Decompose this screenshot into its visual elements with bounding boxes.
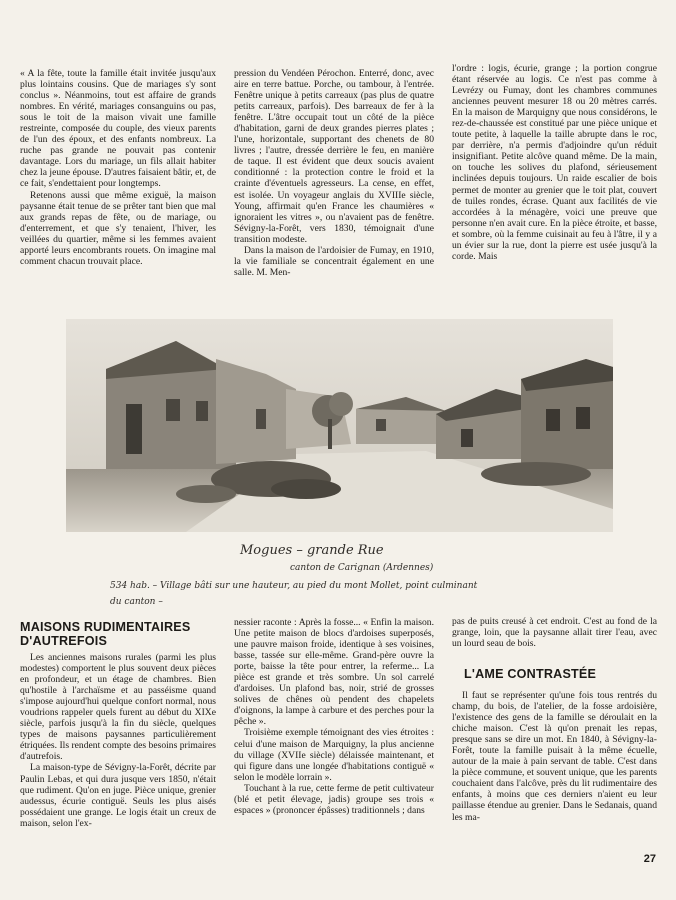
paragraph: l'ordre : logis, écurie, grange ; la portion congrue étant réservée au logis. Ce n'est pas comme à Levrézy ou Fumay, dont les chambres communes anciennes peuvent mesurer 18 ou 20 mètres carrés. En la maison de Marquigny que nous considérons, le rez-de-chaussée est constitué par une pièce unique et toute petite, à laquelle la taille abrupte dans le roc, par derrière, n'a permis d'adjoindre qu'un réduit insignifiant. Petite alcôve quand même. De la main, on touche les solives du plafond, sérieusement inclinées depuis toujours. Un raide escalier de bois permet de monter au grenier que le toit plat, couvert de tuiles rondes, écrase. Quant aux facilités de vie accordées à la ménagère, voici une preuve que personne n'en avait cure. En la pièce étroite, et basse, et sombre, où la femme cuisinait au feu à l'âtre, il y a un évier sur la rue, dont la pierre est usée jusqu'à la corde. Mais [452, 63, 657, 262]
paragraph: Il faut se représenter qu'une fois tous rentrés du champ, du bois, de l'atelier, de la fosse ardoisière, l'existence des gens de la famille se déroulait en la chiche maison. C'est là qu'on prenait les repas, presque sans se dire un mot. En 1840, à Sévigny-la-Forêt, toute la famille puisait à la même écuelle, autour de la maie à pain servant de table. C'est dans la pièce commune, et souvent unique, que les parents couchaient dans l'alcôve, près du lit rudimentaire des enfants, à moins que ces derniers n'aient eu leur paillasse étendue au grenier. Dans le Sedanais, quand les ma- [452, 690, 657, 823]
caption-line-2: canton de Carignan (Ardennes) [290, 563, 434, 573]
caption-line-3: 534 hab. – Village bâti sur une hauteur, au pied du mont Mollet, point culminant [110, 581, 478, 591]
column-top-3 [452, 63, 657, 262]
paragraph: nessier raconte : Après la fosse... « Enfin la maison. Une petite maison de blocs d'ardoises superposés, une pauvre maison froide, identique à ses voisines, basse, tassée sur elle-même. Grand-père ouvre la porte, baisse la tête pour entrer, la referme... La pièce est grande et très sombre. Un sol carrelé d'ardoises. Un plafond bas, noir, strié de grosses solives de chênes où pendent des chapelets d'oignons, la lampe à carbure et des perches pour la pêche ». [234, 617, 434, 728]
column-bottom-2 [234, 617, 434, 816]
handwritten-caption [110, 536, 650, 608]
section-heading-maisons: MAISONS RUDIMENTAIRES D'AUTREFOIS [20, 620, 191, 648]
page-number: 27 [643, 853, 656, 865]
column-top-2 [234, 68, 434, 278]
column-bottom-3b [452, 690, 657, 823]
paragraph: Troisième exemple témoignant des vies étroites : celui d'une maison de Marquigny, la plus ancienne du village (XVIIe siècle) délaissée maintenant, et qui figure dans une longée d'habitations contiguë « selon le modèle lorrain ». [234, 727, 434, 783]
paragraph: Retenons aussi que même exiguë, la maison paysanne était tenue de se prêter tant bien que mal aux grands repas de fête, ou de mariage, ou d'enterrement, et que s'y tenaient, l'hiver, les veillées du quartier, même si les femmes avaient apporté leurs encombrants rouets. On imagine mal comment chacun trouvait place. [20, 189, 216, 267]
column-bottom-3 [452, 616, 657, 649]
caption-line-1: Mogues – grande Rue [240, 543, 384, 558]
paragraph: Touchant à la rue, cette ferme de petit cultivateur (blé et petit élevage, jadis) groupe ses trois « espaces » (prononcer épâsses) traditionnels ; dans [234, 782, 434, 816]
village-street-photo [66, 319, 613, 532]
caption-svg [110, 536, 650, 608]
paragraph: pas de puits creusé à cet endroit. C'est au fond de la grange, loin, que la paysanne allait tirer l'eau, avec un lourd seau de bois. [452, 616, 657, 650]
column-top-1 [20, 68, 216, 267]
paragraph: pression du Vendéen Pérochon. Enterré, donc, avec aire en terre battue. Porche, ou tambour, à l'entrée. Fenêtre unique à petits carreaux (pas plus de quatre petits carreaux, parfois). Des barreaux de fer à la fenêtre. L'âtre occupait tout un côté de la pièce d'habitation, garni de deux grandes pierres plates ; l'une, horizontale, supportant des chenets de 80 livres ; l'autre, dressée derrière le feu, en manière de taque. Il est évident que deux soucis avaient conditionné : la protection contre le froid et la crainte d'éventuels agresseurs. La cense, en effet, est isolée. Un voyageur anglais du XVIIIe siècle, Young, affirmait qu'en France les chaumières « ignoraient les vitres », ou n'avaient pas de fenêtre. Sévigny-la-Forêt, vers 1830, témoignait d'une transition modeste. [234, 68, 434, 245]
section-heading-ame: L'AME CONTRASTÉE [464, 667, 597, 681]
paragraph: Dans la maison de l'ardoisier de Fumay, en 1910, la vie familiale se concentrait également en une salle. M. Men- [234, 244, 434, 278]
photo-illustration [66, 319, 613, 532]
paragraph: Les anciennes maisons rurales (parmi les plus modestes) comportent le plus souvent deux pièces en profondeur, et un étage de chambres. Bien qu'hostile à l'archaïsme et au passéisme quand s'impose aujourd'hui quelque confort normal, nous voudrions rappeler quels furent au début du XIXe siècle, parfois jusqu'à la fin du siècle, quelques types de maisons paysannes particulièrement étriquées. Ils rendent compte des besoins primaires d'autrefois. [20, 652, 216, 763]
column-bottom-1 [20, 652, 216, 829]
paragraph: « A la fête, toute la famille était invitée jusqu'aux plus lointains cousins. Que de mariages s'y sont conclus ». Néanmoins, tout est affaire de grands nombres. En vérité, mariages consanguins ou pas, sous le toit de la maison vivait une famille restreinte, composée du couple, des vieux parents de l'un des époux, et des enfants nombreux. La ruche pas grande ne pouvait pas contenir davantage. Lors du mariage, un fils allait habiter chez la jeune épouse. D'autres faisaient bâtir, et, de ce fait, s'endettaient pour longtemps. [20, 68, 216, 190]
paragraph: La maison-type de Sévigny-la-Forêt, décrite par Paulin Lebas, et qui dura jusque vers 1850, n'était que rudiment. Qu'on en juge. Pièce unique, grenier audessus, écurie contiguë. Seuls les plus aisés possédaient une grange. Le logis était un creux de maison, selon l'ex- [20, 762, 216, 829]
caption-line-4: du canton – [110, 597, 163, 607]
